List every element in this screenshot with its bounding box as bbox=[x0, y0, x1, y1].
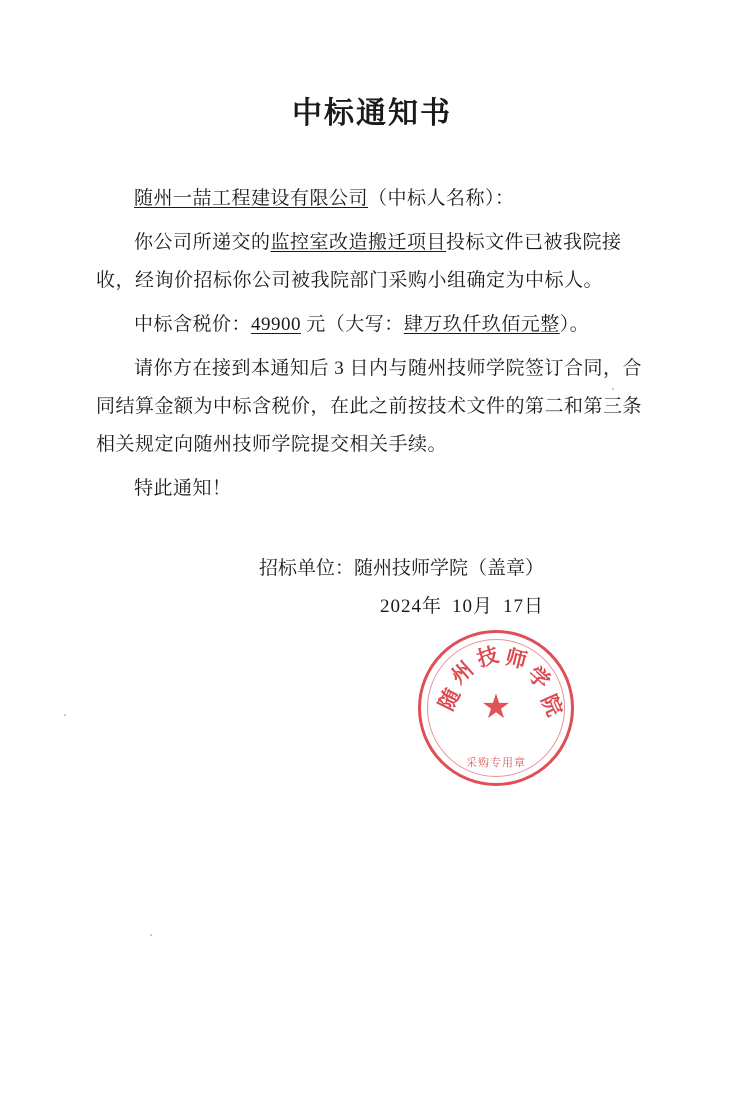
seal-star-icon: ★ bbox=[480, 689, 512, 726]
seal-char-2: 州 bbox=[446, 656, 479, 689]
seal-bottom-text: 采购专用章 bbox=[466, 757, 526, 769]
date-year-label: 年 bbox=[421, 596, 442, 617]
seal-char-4: 师 bbox=[503, 644, 530, 674]
p1-seg-3: 投标文件已被我院接收，经询价招标你公司被我院部门采购小组确定为中标人。 bbox=[96, 232, 622, 291]
seal-arc-text bbox=[418, 630, 574, 786]
document-body bbox=[96, 180, 648, 508]
seal-char-3: 技 bbox=[474, 642, 502, 672]
seal-char-6: 院 bbox=[536, 690, 567, 720]
seal-inner-ring bbox=[427, 639, 565, 777]
signature-block bbox=[96, 550, 648, 626]
paragraph-4: 特此通知！ bbox=[134, 478, 232, 499]
paragraph-2 bbox=[96, 306, 648, 344]
bid-amount-words: 肆万玖仟玖佰元整 bbox=[403, 314, 560, 335]
p1-seg-2: 监控室改造搬迁项目 bbox=[270, 232, 447, 253]
seal-stamp bbox=[418, 630, 574, 786]
date-day: 17 bbox=[502, 596, 524, 617]
date-day-label: 日 bbox=[523, 596, 544, 617]
recipient-suffix: （中标人名称）： bbox=[368, 188, 515, 209]
scan-speck bbox=[150, 934, 152, 936]
seal-outer-ring bbox=[418, 630, 574, 786]
p2-seg-5: ）。 bbox=[559, 314, 590, 335]
scan-speck bbox=[64, 714, 66, 716]
page-title: 中标通知书 bbox=[292, 97, 452, 130]
issue-date bbox=[96, 588, 544, 626]
recipient-line bbox=[96, 180, 648, 218]
p1-seg-1: 你公司所递交的 bbox=[134, 232, 271, 253]
p2-seg-3: 元（大写： bbox=[301, 314, 404, 335]
recipient-name: 随州一喆工程建设有限公司 bbox=[134, 188, 369, 209]
scan-speck bbox=[612, 388, 614, 390]
p2-seg-1: 中标含税价： bbox=[134, 314, 252, 335]
date-month: 10 bbox=[451, 596, 473, 617]
paragraph-3: 请你方在接到本通知后 3 日内与随州技师学院签订合同，合同结算金额为中标含税价，在此之前按技术文件的第二和第三条相关规定向随州技师学院提交相关手续。 bbox=[96, 358, 643, 455]
issuer-line: 招标单位：随州技师学院（盖章） bbox=[258, 558, 544, 579]
paragraph-1 bbox=[96, 224, 648, 300]
bid-amount-number: 49900 bbox=[251, 314, 302, 335]
seal-char-5: 学 bbox=[522, 661, 555, 694]
seal-char-1: 随 bbox=[434, 684, 465, 715]
document-page bbox=[0, 88, 744, 1112]
date-month-label: 月 bbox=[472, 596, 493, 617]
date-year: 2024 bbox=[379, 596, 422, 617]
